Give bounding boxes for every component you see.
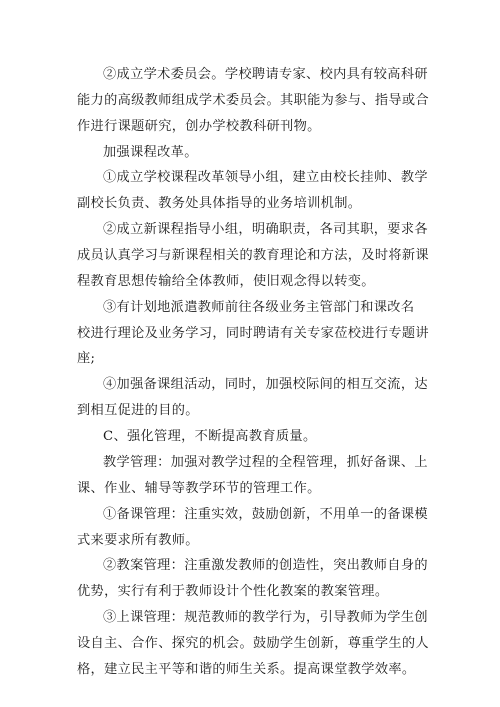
text-line: ③上课管理：规范教师的教学行为，引导教师为学生创 <box>103 610 428 625</box>
text-line: 式来要求所有教师。 <box>77 533 199 548</box>
text-line: 副校长负责、教务处具体指导的业务培训机制。 <box>77 196 362 211</box>
text-line: 课、作业、辅导等教学环节的管理工作。 <box>77 481 321 496</box>
text-line: 成员认真学习与新课程相关的教育理论和方法，及时将新课 <box>77 248 429 263</box>
text-line: 加强课程改革。 <box>103 145 198 160</box>
text-line: ①备课管理：注重实效，鼓励创新，不用单一的备课模 <box>103 507 428 522</box>
text-line: 座; <box>77 351 96 366</box>
text-line: C、强化管理，不断提高教育质量。 <box>103 429 317 444</box>
text-line: 程教育思想传输给全体教师，使旧观念得以转变。 <box>77 274 375 289</box>
text-line: ③有计划地派遣教师前往各级业务主管部门和课改名 <box>103 300 415 315</box>
text-line: ②教案管理：注重激发教师的创造性，突出教师自身的 <box>103 558 428 573</box>
text-line: 到相互促进的目的。 <box>77 403 199 418</box>
text-line: 校进行理论及业务学习，同时聘请有关专家莅校进行专题讲 <box>77 326 429 341</box>
text-line: ②成立新课程指导小组，明确职责，各司其职，要求各 <box>103 222 428 237</box>
text-line: 格，建立民主平等和谐的师生关系。提高课堂教学效率。 <box>77 662 416 677</box>
text-line: ④加强备课组活动，同时，加强校际间的相互交流，达 <box>103 377 428 392</box>
text-line: 优势，实行有利于教师设计个性化教案的教案管理。 <box>77 584 389 599</box>
text-line: 设自主、合作、探究的机会。鼓励学生创新，尊重学生的人 <box>77 636 429 651</box>
text-line: 作进行课题研究，创办学校教科研刊物。 <box>77 119 321 134</box>
text-line: ①成立学校课程改革领导小组，建立由校长挂帅、教学 <box>103 170 428 185</box>
text-line: 能力的高级教师组成学术委员会。其职能为参与、指导或合 <box>77 93 429 108</box>
text-line: 教学管理：加强对教学过程的全程管理，抓好备课、上 <box>103 455 428 470</box>
text-line: ②成立学术委员会。学校聘请专家、校内具有较高科研 <box>103 67 428 82</box>
